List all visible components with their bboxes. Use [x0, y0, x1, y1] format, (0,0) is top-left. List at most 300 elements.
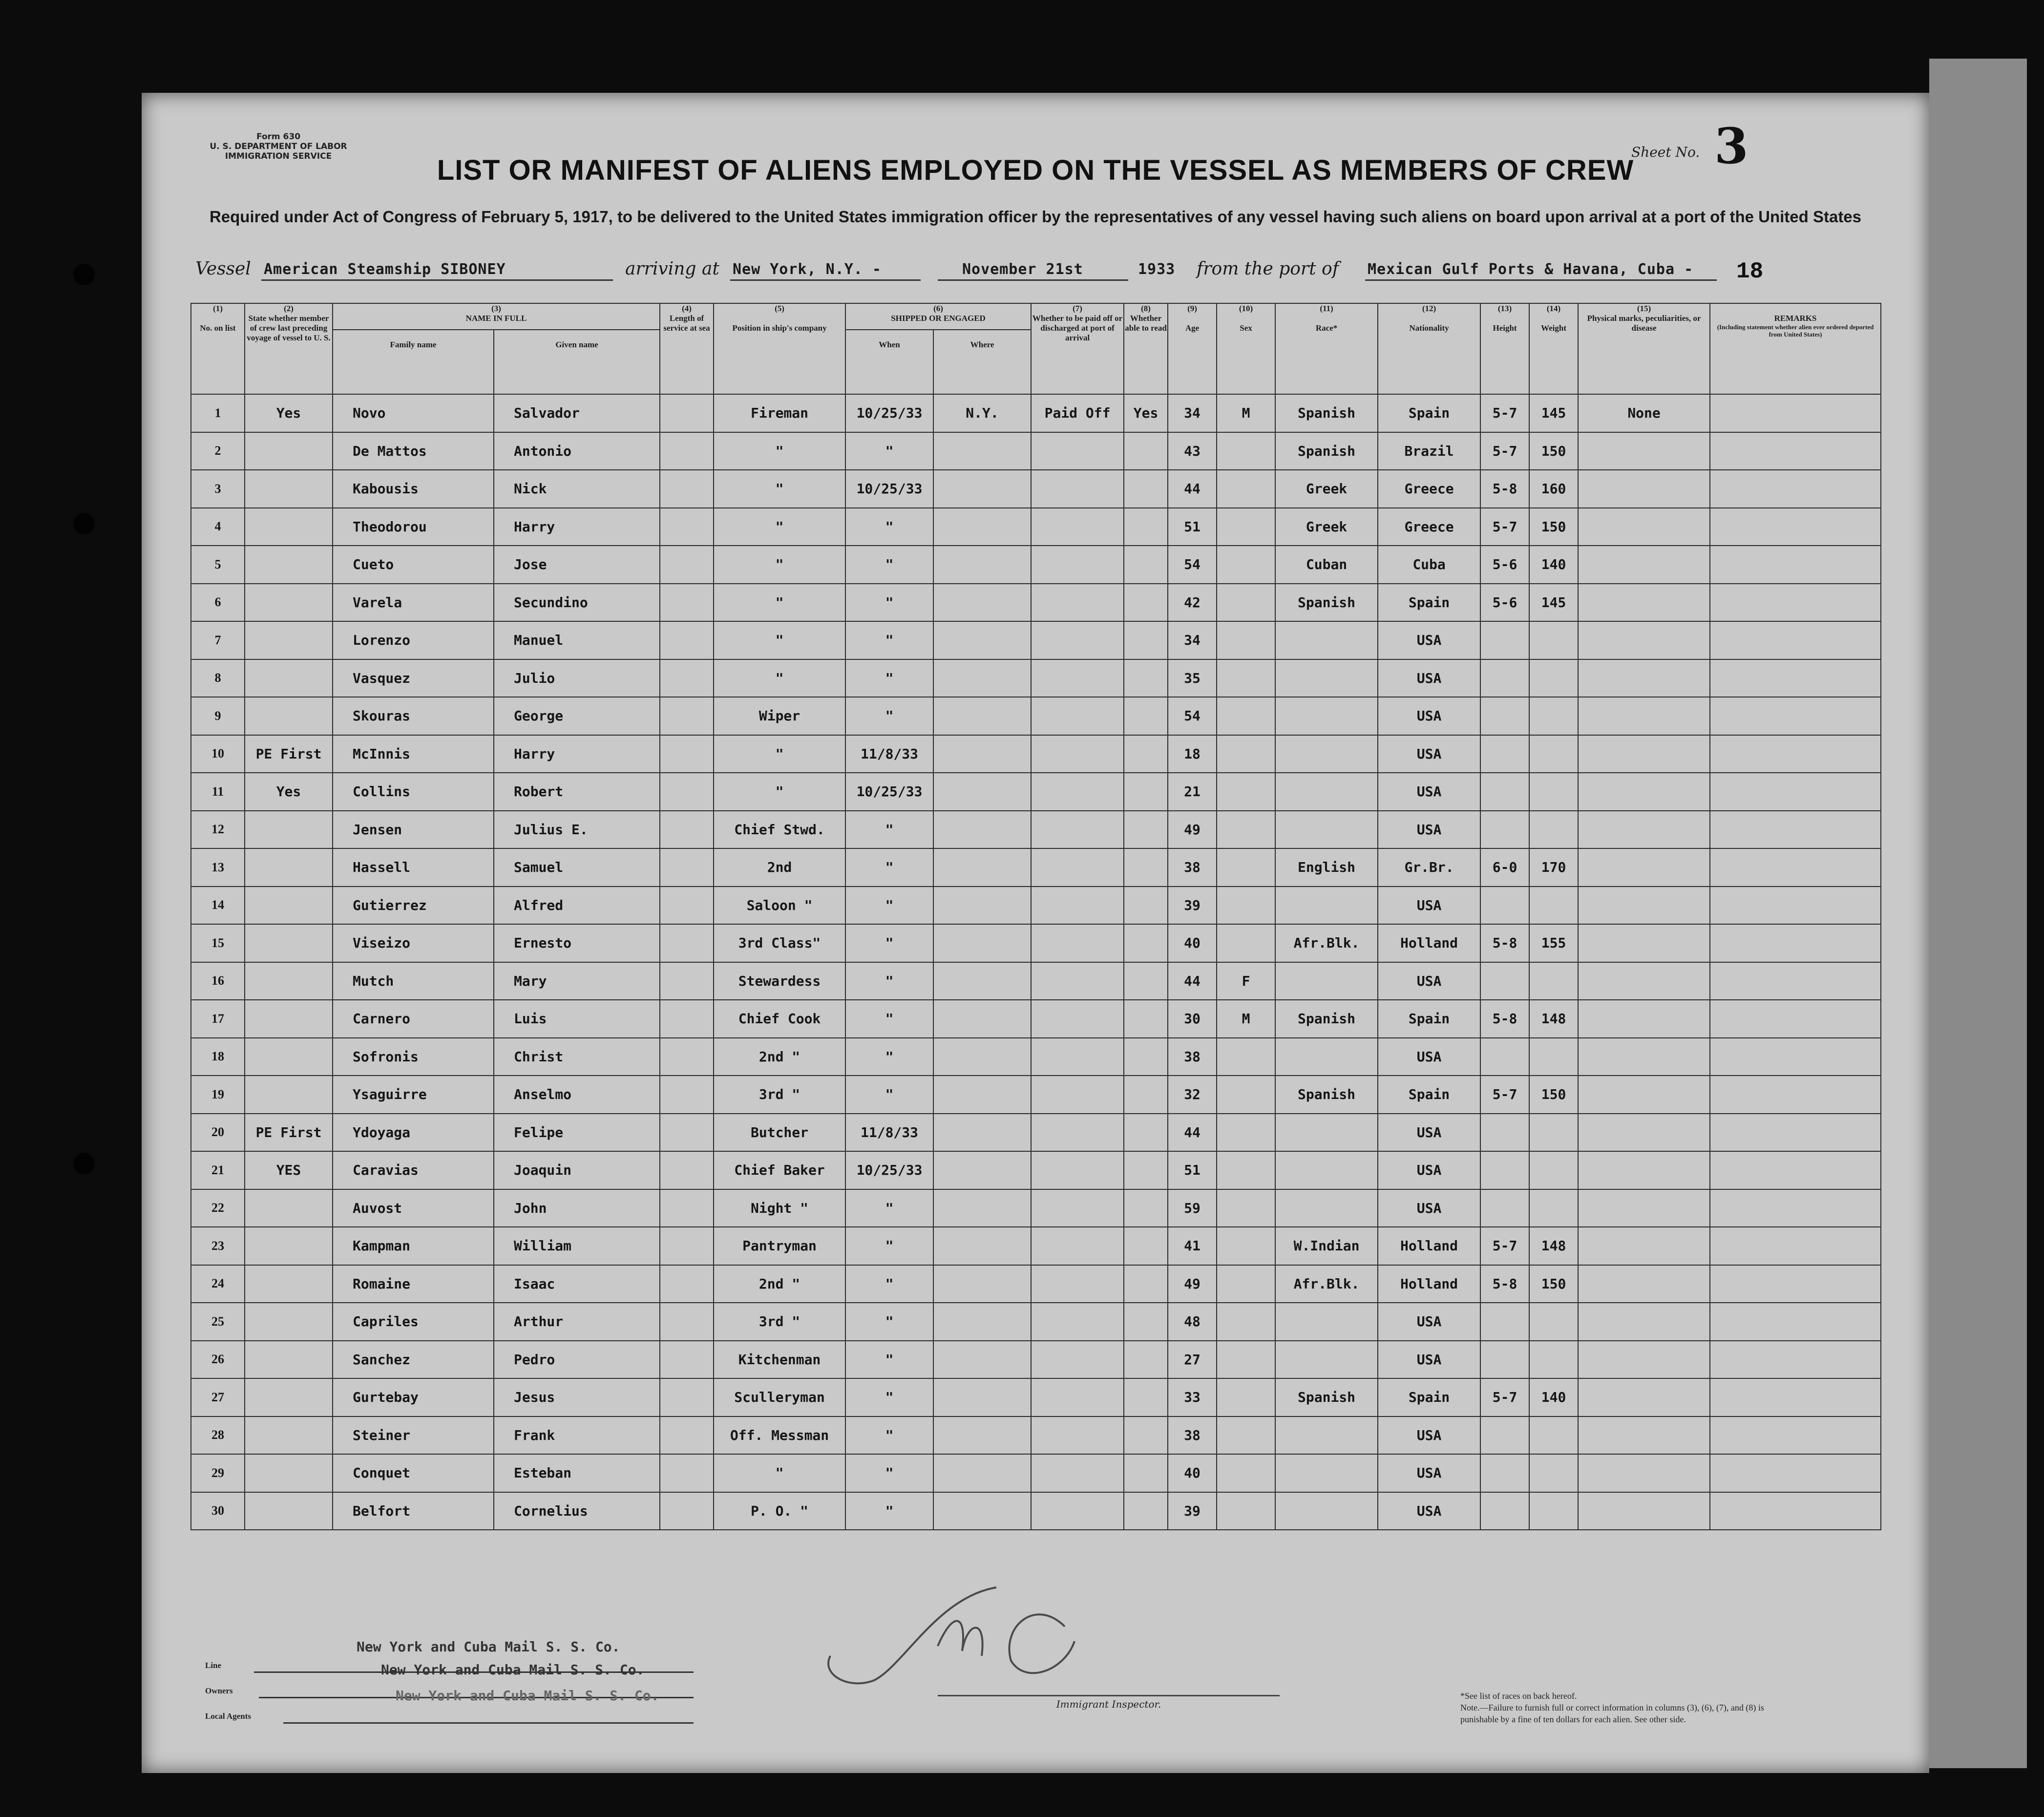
cell-height: [1480, 697, 1529, 735]
cell-physical-marks: [1578, 508, 1710, 546]
cell-given-name: Julio: [494, 659, 660, 697]
cell-previous-voyage: PE First: [245, 735, 333, 773]
cell-previous-voyage: PE First: [245, 1114, 333, 1152]
cell-length-of-service: [660, 1265, 714, 1303]
cell-shipped-where: [933, 924, 1031, 962]
cell-weight: [1529, 1341, 1578, 1379]
line-stamp: New York and Cuba Mail S. S. Co.: [357, 1639, 620, 1655]
cell-able-to-read: [1124, 470, 1168, 508]
cell-age: 38: [1168, 1416, 1217, 1455]
cell-paid-off: [1031, 621, 1124, 659]
cell-row-number: 5: [191, 546, 245, 584]
table-row: [191, 1454, 1881, 1492]
cell-remarks: [1710, 697, 1881, 735]
cell-shipped-where: [933, 1378, 1031, 1416]
cell-nationality: USA: [1378, 962, 1480, 1000]
cell-position: ": [714, 735, 845, 773]
cell-age: 49: [1168, 1265, 1217, 1303]
inspector-label: Immigrant Inspector.: [938, 1695, 1280, 1710]
cell-sex: [1217, 1151, 1275, 1189]
cell-position: P. O. ": [714, 1492, 845, 1530]
cell-physical-marks: [1578, 1151, 1710, 1189]
cell-row-number: 17: [191, 1000, 245, 1038]
cell-shipped-when: ": [845, 811, 933, 849]
cell-weight: [1529, 1303, 1578, 1341]
binder-hole: [73, 264, 95, 285]
cell-remarks: [1710, 470, 1881, 508]
cell-remarks: [1710, 811, 1881, 849]
cell-remarks: [1710, 508, 1881, 546]
cell-family-name: Ydoyaga: [333, 1114, 494, 1152]
cell-family-name: Lorenzo: [333, 621, 494, 659]
cell-able-to-read: [1124, 848, 1168, 887]
cell-paid-off: [1031, 584, 1124, 622]
cell-length-of-service: [660, 811, 714, 849]
table-row: [191, 1378, 1881, 1416]
cell-length-of-service: [660, 1454, 714, 1492]
cell-physical-marks: [1578, 1189, 1710, 1227]
cell-shipped-when: ": [845, 621, 933, 659]
cell-previous-voyage: [245, 1227, 333, 1265]
cell-paid-off: [1031, 659, 1124, 697]
cell-sex: [1217, 735, 1275, 773]
cell-nationality: USA: [1378, 1492, 1480, 1530]
cell-shipped-when: 11/8/33: [845, 1114, 933, 1152]
cell-given-name: Julius E.: [494, 811, 660, 849]
cell-physical-marks: [1578, 1227, 1710, 1265]
table-row: [191, 924, 1881, 962]
cell-physical-marks: [1578, 1038, 1710, 1076]
cell-row-number: 3: [191, 470, 245, 508]
cell-remarks: [1710, 432, 1881, 470]
cell-race: [1275, 1341, 1378, 1379]
cell-age: 39: [1168, 1492, 1217, 1530]
cell-remarks: [1710, 887, 1881, 925]
cell-length-of-service: [660, 735, 714, 773]
cell-nationality: USA: [1378, 1303, 1480, 1341]
cell-height: 5-7: [1480, 1227, 1529, 1265]
cell-sex: [1217, 1341, 1275, 1379]
cell-shipped-when: 10/25/33: [845, 773, 933, 811]
cell-height: 5-7: [1480, 508, 1529, 546]
cell-able-to-read: [1124, 1038, 1168, 1076]
cell-weight: [1529, 1151, 1578, 1189]
cell-nationality: Spain: [1378, 1000, 1480, 1038]
cell-age: 49: [1168, 811, 1217, 849]
cell-family-name: Ysaguirre: [333, 1076, 494, 1114]
form-number: Form 630: [256, 132, 301, 142]
cell-weight: [1529, 659, 1578, 697]
cell-race: [1275, 962, 1378, 1000]
cell-remarks: [1710, 962, 1881, 1000]
cell-height: 5-7: [1480, 432, 1529, 470]
cell-sex: [1217, 1076, 1275, 1114]
table-row: [191, 962, 1881, 1000]
cell-sex: M: [1217, 394, 1275, 432]
cell-family-name: Auvost: [333, 1189, 494, 1227]
cell-length-of-service: [660, 1378, 714, 1416]
cell-height: 5-7: [1480, 394, 1529, 432]
cell-height: [1480, 1303, 1529, 1341]
cell-nationality: USA: [1378, 1151, 1480, 1189]
cell-sex: [1217, 1416, 1275, 1455]
cell-shipped-where: [933, 1076, 1031, 1114]
cell-age: 59: [1168, 1189, 1217, 1227]
arriving-port: New York, N.Y. -: [733, 261, 882, 278]
cell-age: 42: [1168, 584, 1217, 622]
cell-shipped-where: [933, 584, 1031, 622]
cell-nationality: Spain: [1378, 1378, 1480, 1416]
table-row: [191, 887, 1881, 925]
cell-age: 38: [1168, 848, 1217, 887]
cell-length-of-service: [660, 1114, 714, 1152]
cell-able-to-read: [1124, 1378, 1168, 1416]
cell-previous-voyage: [245, 470, 333, 508]
cell-remarks: [1710, 924, 1881, 962]
cell-given-name: Mary: [494, 962, 660, 1000]
cell-family-name: Varela: [333, 584, 494, 622]
cell-length-of-service: [660, 546, 714, 584]
cell-sex: [1217, 1227, 1275, 1265]
cell-able-to-read: [1124, 432, 1168, 470]
cell-height: [1480, 1114, 1529, 1152]
cell-given-name: Anselmo: [494, 1076, 660, 1114]
cell-able-to-read: [1124, 1492, 1168, 1530]
cell-physical-marks: [1578, 924, 1710, 962]
cell-physical-marks: [1578, 1265, 1710, 1303]
cell-race: Spanish: [1275, 394, 1378, 432]
cell-height: 5-6: [1480, 546, 1529, 584]
cell-remarks: [1710, 1341, 1881, 1379]
cell-position: Chief Baker: [714, 1151, 845, 1189]
cell-sex: [1217, 1303, 1275, 1341]
cell-remarks: [1710, 1454, 1881, 1492]
cell-weight: 150: [1529, 432, 1578, 470]
cell-length-of-service: [660, 584, 714, 622]
cell-length-of-service: [660, 924, 714, 962]
cell-nationality: USA: [1378, 773, 1480, 811]
cell-shipped-when: ": [845, 1378, 933, 1416]
col-header-shipped: (6) SHIPPED OR ENGAGED: [845, 303, 1031, 330]
cell-position: ": [714, 773, 845, 811]
cell-family-name: Mutch: [333, 962, 494, 1000]
cell-race: Greek: [1275, 470, 1378, 508]
col-header-height: (13) Height: [1480, 303, 1529, 394]
cell-given-name: Manuel: [494, 621, 660, 659]
cell-previous-voyage: [245, 1189, 333, 1227]
table-row: [191, 1341, 1881, 1379]
cell-age: 21: [1168, 773, 1217, 811]
cell-race: [1275, 1038, 1378, 1076]
cell-sex: [1217, 848, 1275, 887]
cell-row-number: 10: [191, 735, 245, 773]
cell-age: 54: [1168, 546, 1217, 584]
cell-weight: 150: [1529, 1076, 1578, 1114]
cell-row-number: 19: [191, 1076, 245, 1114]
cell-age: 35: [1168, 659, 1217, 697]
cell-height: [1480, 1151, 1529, 1189]
cell-sex: [1217, 470, 1275, 508]
cell-given-name: Arthur: [494, 1303, 660, 1341]
cell-given-name: Secundino: [494, 584, 660, 622]
cell-height: 5-8: [1480, 470, 1529, 508]
cell-able-to-read: [1124, 1227, 1168, 1265]
cell-family-name: Novo: [333, 394, 494, 432]
cell-length-of-service: [660, 1303, 714, 1341]
cell-shipped-where: [933, 887, 1031, 925]
cell-family-name: Sofronis: [333, 1038, 494, 1076]
cell-length-of-service: [660, 432, 714, 470]
cell-length-of-service: [660, 887, 714, 925]
cell-previous-voyage: Yes: [245, 773, 333, 811]
cell-remarks: [1710, 1416, 1881, 1455]
cell-previous-voyage: [245, 659, 333, 697]
cell-able-to-read: [1124, 1076, 1168, 1114]
line-label: Line: [205, 1661, 222, 1670]
cell-remarks: [1710, 1038, 1881, 1076]
cell-paid-off: [1031, 1454, 1124, 1492]
from-port: Mexican Gulf Ports & Havana, Cuba -: [1368, 261, 1694, 278]
cell-position: 3rd ": [714, 1303, 845, 1341]
cell-shipped-when: ": [845, 1492, 933, 1530]
cell-physical-marks: [1578, 659, 1710, 697]
cell-shipped-when: ": [845, 1189, 933, 1227]
sheet-count: 18: [1736, 259, 1764, 284]
cell-paid-off: [1031, 1378, 1124, 1416]
cell-length-of-service: [660, 621, 714, 659]
cell-length-of-service: [660, 962, 714, 1000]
cell-shipped-when: ": [845, 1454, 933, 1492]
cell-paid-off: [1031, 470, 1124, 508]
cell-paid-off: [1031, 735, 1124, 773]
cell-shipped-when: ": [845, 1227, 933, 1265]
cell-race: English: [1275, 848, 1378, 887]
cell-weight: 150: [1529, 1265, 1578, 1303]
table-row: [191, 1038, 1881, 1076]
cell-previous-voyage: [245, 1000, 333, 1038]
cell-weight: 145: [1529, 394, 1578, 432]
cell-sex: [1217, 811, 1275, 849]
inspector-signature: [791, 1568, 1084, 1705]
cell-sex: F: [1217, 962, 1275, 1000]
cell-length-of-service: [660, 1189, 714, 1227]
cell-position: Wiper: [714, 697, 845, 735]
adjacent-page-edge: [1929, 59, 2027, 1768]
col-header-sex: (10) Sex: [1217, 303, 1275, 394]
cell-age: 48: [1168, 1303, 1217, 1341]
service-name: IMMIGRATION SERVICE: [225, 151, 332, 161]
cell-previous-voyage: [245, 508, 333, 546]
cell-sex: [1217, 1378, 1275, 1416]
cell-age: 18: [1168, 735, 1217, 773]
cell-paid-off: [1031, 887, 1124, 925]
cell-able-to-read: [1124, 1416, 1168, 1455]
cell-given-name: Harry: [494, 508, 660, 546]
cell-physical-marks: [1578, 1378, 1710, 1416]
cell-physical-marks: [1578, 962, 1710, 1000]
cell-able-to-read: [1124, 584, 1168, 622]
cell-sex: [1217, 1492, 1275, 1530]
cell-race: [1275, 1189, 1378, 1227]
cell-able-to-read: [1124, 773, 1168, 811]
cell-row-number: 26: [191, 1341, 245, 1379]
cell-height: [1480, 1189, 1529, 1227]
col-header-when: When: [845, 330, 933, 394]
table-row: [191, 508, 1881, 546]
cell-length-of-service: [660, 697, 714, 735]
cell-race: Cuban: [1275, 546, 1378, 584]
cell-shipped-where: [933, 1227, 1031, 1265]
cell-given-name: Alfred: [494, 887, 660, 925]
cell-shipped-when: ": [845, 1341, 933, 1379]
cell-shipped-when: ": [845, 1076, 933, 1114]
cell-family-name: Skouras: [333, 697, 494, 735]
cell-previous-voyage: [245, 962, 333, 1000]
cell-previous-voyage: [245, 1341, 333, 1379]
cell-race: Spanish: [1275, 432, 1378, 470]
cell-sex: [1217, 659, 1275, 697]
cell-shipped-where: [933, 659, 1031, 697]
cell-able-to-read: [1124, 546, 1168, 584]
cell-length-of-service: [660, 848, 714, 887]
table-row: [191, 584, 1881, 622]
cell-family-name: Romaine: [333, 1265, 494, 1303]
cell-remarks: [1710, 773, 1881, 811]
cell-family-name: Hassell: [333, 848, 494, 887]
cell-previous-voyage: [245, 848, 333, 887]
document-title: LIST OR MANIFEST OF ALIENS EMPLOYED ON THE VESSEL AS MEMBERS OF CREW: [437, 154, 1634, 186]
cell-shipped-when: ": [845, 848, 933, 887]
cell-row-number: 23: [191, 1227, 245, 1265]
cell-given-name: Pedro: [494, 1341, 660, 1379]
cell-age: 34: [1168, 621, 1217, 659]
cell-shipped-when: ": [845, 924, 933, 962]
table-row: [191, 470, 1881, 508]
cell-previous-voyage: [245, 621, 333, 659]
cell-paid-off: [1031, 1227, 1124, 1265]
cell-height: 5-7: [1480, 1378, 1529, 1416]
cell-race: Spanish: [1275, 1378, 1378, 1416]
cell-height: 5-7: [1480, 1076, 1529, 1114]
cell-shipped-when: ": [845, 1038, 933, 1076]
cell-shipped-where: N.Y.: [933, 394, 1031, 432]
cell-physical-marks: [1578, 1303, 1710, 1341]
races-note: *See list of races on back hereof.: [1460, 1691, 1577, 1701]
cell-given-name: Esteban: [494, 1454, 660, 1492]
cell-family-name: Gurtebay: [333, 1378, 494, 1416]
col-header-length-of-service: (4) Length of service at sea: [660, 303, 714, 394]
arrival-date: November 21st: [962, 261, 1083, 278]
cell-physical-marks: [1578, 1454, 1710, 1492]
cell-remarks: [1710, 1189, 1881, 1227]
cell-family-name: Kampman: [333, 1227, 494, 1265]
cell-length-of-service: [660, 1151, 714, 1189]
cell-given-name: Frank: [494, 1416, 660, 1455]
cell-nationality: Greece: [1378, 470, 1480, 508]
cell-given-name: Joaquin: [494, 1151, 660, 1189]
cell-paid-off: [1031, 1341, 1124, 1379]
cell-age: 44: [1168, 1114, 1217, 1152]
cell-length-of-service: [660, 508, 714, 546]
cell-age: 40: [1168, 1454, 1217, 1492]
cell-given-name: Luis: [494, 1000, 660, 1038]
cell-nationality: USA: [1378, 1189, 1480, 1227]
cell-height: [1480, 887, 1529, 925]
table-row: [191, 1303, 1881, 1341]
cell-length-of-service: [660, 394, 714, 432]
cell-remarks: [1710, 1492, 1881, 1530]
cell-remarks: [1710, 848, 1881, 887]
cell-paid-off: [1031, 924, 1124, 962]
cell-given-name: Robert: [494, 773, 660, 811]
cell-remarks: [1710, 735, 1881, 773]
cell-remarks: [1710, 1227, 1881, 1265]
cell-row-number: 15: [191, 924, 245, 962]
cell-able-to-read: [1124, 735, 1168, 773]
table-row: [191, 1492, 1881, 1530]
cell-previous-voyage: [245, 1416, 333, 1455]
cell-nationality: USA: [1378, 735, 1480, 773]
cell-given-name: Felipe: [494, 1114, 660, 1152]
cell-age: 43: [1168, 432, 1217, 470]
cell-row-number: 12: [191, 811, 245, 849]
cell-age: 38: [1168, 1038, 1217, 1076]
cell-given-name: Ernesto: [494, 924, 660, 962]
cell-row-number: 8: [191, 659, 245, 697]
cell-able-to-read: Yes: [1124, 394, 1168, 432]
cell-given-name: George: [494, 697, 660, 735]
cell-shipped-where: [933, 1151, 1031, 1189]
cell-age: 44: [1168, 470, 1217, 508]
cell-shipped-when: 10/25/33: [845, 394, 933, 432]
cell-nationality: Spain: [1378, 1076, 1480, 1114]
cell-family-name: Sanchez: [333, 1341, 494, 1379]
cell-remarks: [1710, 584, 1881, 622]
cell-family-name: Steiner: [333, 1416, 494, 1455]
cell-weight: 148: [1529, 1227, 1578, 1265]
col-header-able-to-read: (8) Whether able to read: [1124, 303, 1168, 394]
cell-shipped-where: [933, 1303, 1031, 1341]
cell-race: Spanish: [1275, 1076, 1378, 1114]
cell-shipped-where: [933, 697, 1031, 735]
cell-weight: [1529, 1416, 1578, 1455]
table-row: [191, 394, 1881, 432]
cell-race: [1275, 1492, 1378, 1530]
cell-paid-off: [1031, 1303, 1124, 1341]
cell-given-name: William: [494, 1227, 660, 1265]
cell-able-to-read: [1124, 962, 1168, 1000]
cell-nationality: Greece: [1378, 508, 1480, 546]
cell-shipped-where: [933, 546, 1031, 584]
cell-previous-voyage: Yes: [245, 394, 333, 432]
cell-family-name: Gutierrez: [333, 887, 494, 925]
col-header-physical-marks: (15) Physical marks, peculiarities, or disease: [1578, 303, 1710, 394]
cell-remarks: [1710, 1000, 1881, 1038]
cell-length-of-service: [660, 659, 714, 697]
cell-physical-marks: [1578, 432, 1710, 470]
cell-weight: [1529, 1454, 1578, 1492]
cell-family-name: Capriles: [333, 1303, 494, 1341]
cell-height: [1480, 811, 1529, 849]
cell-previous-voyage: [245, 924, 333, 962]
cell-shipped-where: [933, 848, 1031, 887]
cell-given-name: Antonio: [494, 432, 660, 470]
cell-previous-voyage: [245, 584, 333, 622]
cell-row-number: 2: [191, 432, 245, 470]
cell-physical-marks: [1578, 1341, 1710, 1379]
cell-height: [1480, 735, 1529, 773]
cell-row-number: 30: [191, 1492, 245, 1530]
